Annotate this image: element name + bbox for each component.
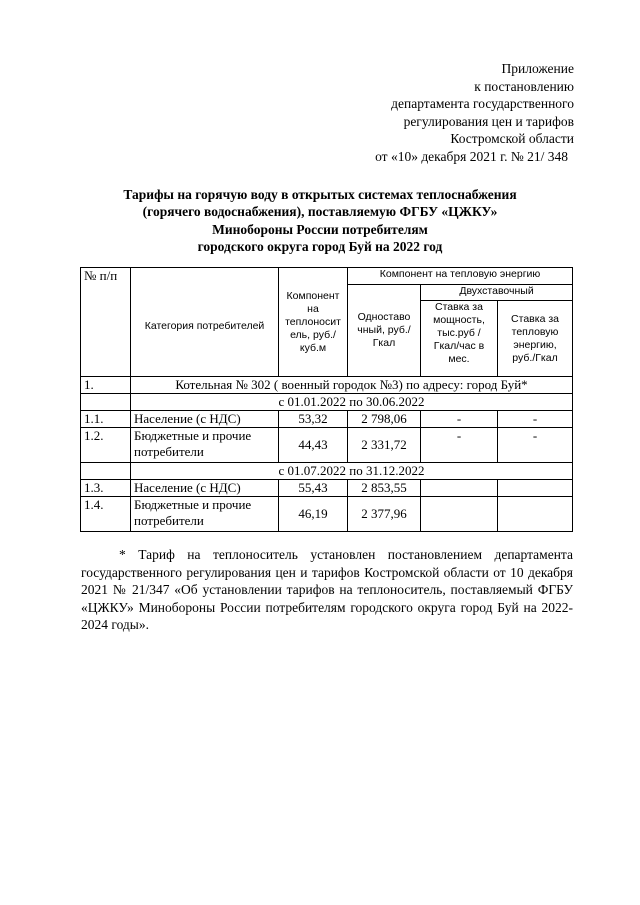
title-line: городского округа город Буй на 2022 год: [197, 239, 443, 255]
header-capacity-rate: Ставка за мощность, тыс.руб / Гкал/час в мес.: [421, 301, 498, 377]
row-carrier: 44,43: [279, 428, 348, 463]
row-carrier: 46,19: [279, 497, 348, 532]
row-capacity: [421, 480, 498, 497]
row-energy: -: [498, 411, 573, 428]
boiler-row: [81, 377, 573, 394]
tariff-table: [80, 267, 573, 532]
title-line: Минобороны России потребителям: [212, 221, 428, 237]
period-label: с 01.07.2022 по 31.12.2022: [131, 463, 573, 480]
boiler-text: Котельная № 302 ( военный городок №3) по адресу: город Буй*: [131, 377, 573, 394]
row-num: 1.2.: [81, 428, 131, 463]
title-line: (горячего водоснабжения), поставляемую ФГБУ «ЦЖКУ»: [142, 204, 498, 220]
approval-header: [375, 60, 574, 166]
row-category: Население (с НДС): [131, 480, 279, 497]
row-energy: [498, 497, 573, 532]
row-single: 2 798,06: [348, 411, 421, 428]
header-line: к постановлению: [474, 78, 574, 94]
header-carrier: Компонент на теплоносит ель, руб./куб.м: [279, 268, 348, 377]
header-category: Категория потребителей: [131, 268, 279, 377]
period-row: [81, 394, 573, 411]
header-energy-rate: Ставка за тепловую энергию, руб./Гкал: [498, 301, 573, 377]
row-capacity: -: [421, 411, 498, 428]
header-energy-group: Компонент на тепловую энергию: [348, 268, 573, 285]
footnote: * Тариф на теплоноситель установлен постановлением департамента государственного регулирования цен и тарифов Костромской области от 10 декабря 2021 № 21/347 «Об установлении тарифов на теплоноситель, поставляемый ФГБУ «ЦЖКУ» Минобороны России потребителям городского округа город Буй на 2022-2024 годы».: [81, 547, 573, 633]
row-category: Бюджетные и прочие потребители: [131, 497, 279, 532]
row-num: 1.3.: [81, 480, 131, 497]
row-energy: [498, 480, 573, 497]
row-carrier: 53,32: [279, 411, 348, 428]
period-label: с 01.01.2022 по 30.06.2022: [131, 394, 573, 411]
document-title: [0, 186, 640, 256]
table-row: [81, 411, 573, 428]
row-carrier: 55,43: [279, 480, 348, 497]
row-category: Население (с НДС): [131, 411, 279, 428]
period-row: [81, 463, 573, 480]
header-line: Приложение: [501, 61, 574, 76]
row-num: 1.4.: [81, 497, 131, 532]
row-single: 2 377,96: [348, 497, 421, 532]
header-single-rate: Одноставо чный, руб./Гкал: [348, 285, 421, 377]
row-capacity: [421, 497, 498, 532]
row-num: 1.1.: [81, 411, 131, 428]
header-num: № п/п: [81, 268, 131, 377]
header-line-date: от «10» декабря 2021 г. № 21/ 348: [375, 148, 568, 164]
title-line: Тарифы на горячую воду в открытых системах теплоснабжения: [123, 187, 517, 202]
table-row: [81, 497, 573, 532]
header-line: Костромской области: [450, 131, 574, 147]
row-capacity: -: [421, 428, 498, 463]
header-line: департамента государственного: [391, 96, 574, 112]
row-single: 2 331,72: [348, 428, 421, 463]
header-two-rate-group: Двухставочный: [421, 285, 573, 301]
header-line: регулирования цен и тарифов: [403, 113, 574, 129]
row-single: 2 853,55: [348, 480, 421, 497]
row-category: Бюджетные и прочие потребители: [131, 428, 279, 463]
row-energy: -: [498, 428, 573, 463]
boiler-num: 1.: [81, 377, 131, 394]
table-row: [81, 428, 573, 463]
table-row: [81, 480, 573, 497]
